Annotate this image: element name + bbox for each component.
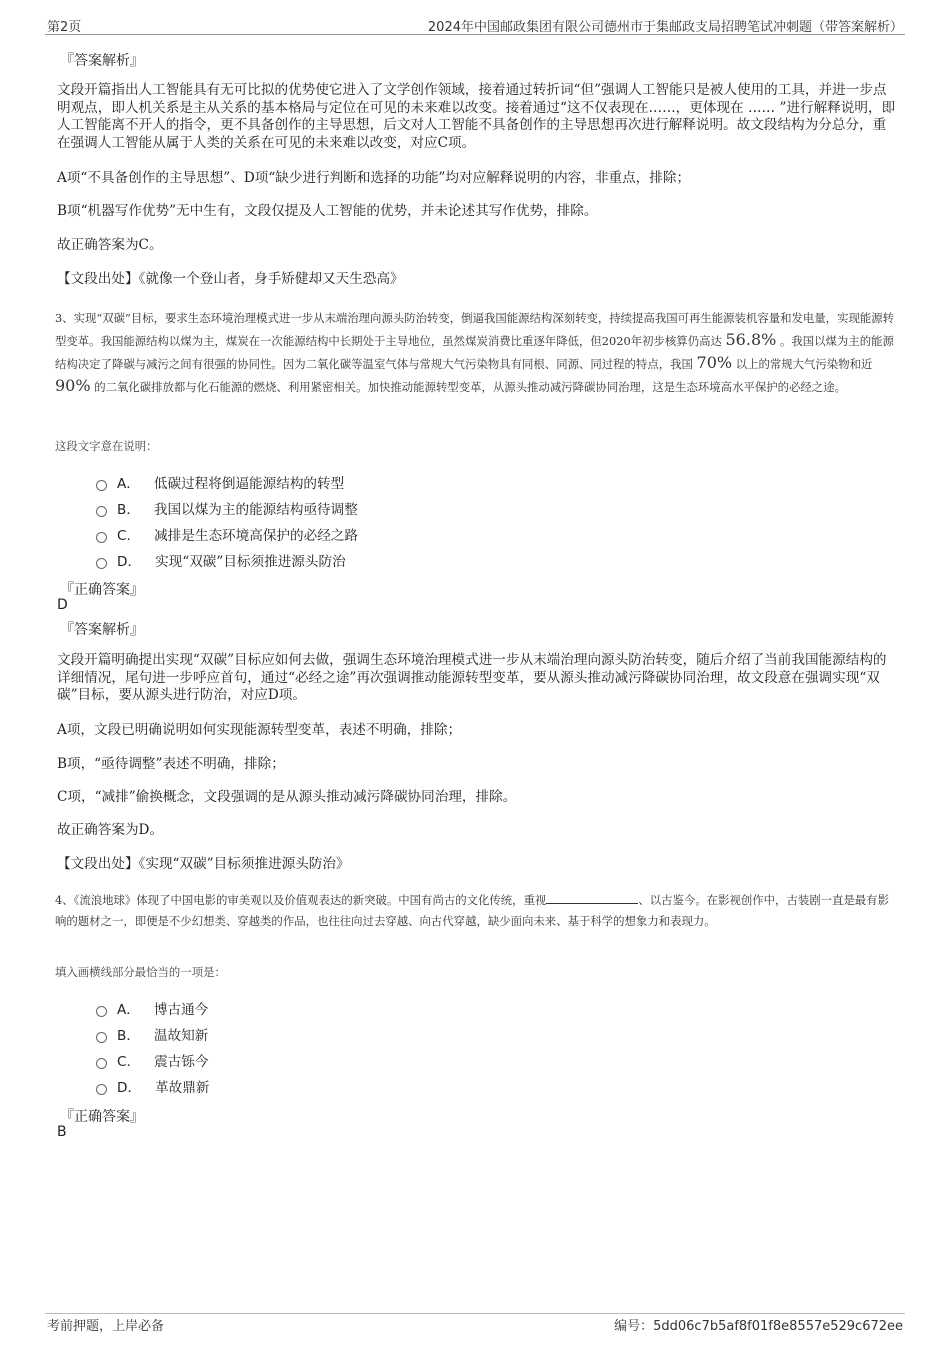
option-text: 震古铄今 xyxy=(154,1054,209,1070)
q2-analysis-label: 『答案解析』 xyxy=(60,53,144,69)
q3-stem-part-a: 3、实现“双碳”目标，要求生态环境治理模式进一步从末端治理向源头防治转变，倒逼我国能源结构深刻转变，持续提高我国可再生能源装机容量和发电量，实现能源转型变革。我国能源结构以煤为主，煤炭在一次能源结构中长期处于主导地位，虽然煤炭消费比重逐年降低，但2020年初步核算仍高达 xyxy=(55,311,895,348)
q3-source: 【文段出处】《实现“双碳”目标须推进源头防治》 xyxy=(57,856,350,872)
radio-icon[interactable] xyxy=(96,558,107,569)
footer-slogan: 考前押题，上岸必备 xyxy=(47,1319,165,1334)
option-key: D． xyxy=(117,1080,142,1096)
option-key: A． xyxy=(117,1002,140,1018)
q3-stem-part-c: 以上的常规大气污染物和近 xyxy=(735,357,873,371)
q2-source: 【文段出处】《就像一个登山者，身手矫健却又天生恐高》 xyxy=(57,271,404,287)
q3-prompt: 这段文字意在说明： xyxy=(55,439,158,453)
option-key: B． xyxy=(117,1028,140,1044)
page-number: 第2页 xyxy=(47,20,82,35)
option-key: A． xyxy=(117,476,140,492)
document-id: 编号：5dd06c7b5af8f01f8e8557e529c672ee xyxy=(614,1319,903,1334)
radio-icon[interactable] xyxy=(96,1006,107,1017)
document-title: 2024年中国邮政集团有限公司德州市于集邮政支局招聘笔试冲刺题（带答案解析） xyxy=(427,20,903,35)
q3-stem-part-b: 。我国以煤为主的能源结构决定了降碳与减污之间有很强的协同性。因为二氧化碳等温室气体与常规大气污染物具有同根、同源、同过程的特点，我国 xyxy=(55,334,894,371)
option-key: B． xyxy=(117,502,140,518)
q2-analysis-paragraph-3: B项“机器写作优势”无中生有，文段仅提及人工智能的优势，并未论述其写作优势，排除。 xyxy=(57,203,598,219)
q3-analysis-paragraph-3: B项，“亟待调整”表述不明确，排除； xyxy=(57,756,285,772)
q3-stem-part-d: 的二氧化碳排放都与化石能源的燃烧、利用紧密相关。加快推动能源转型变革，从源头推动减污降碳协同治理，这是生态环境高水平保护的必经之途。 xyxy=(94,380,846,394)
q4-option-c[interactable] xyxy=(96,1050,208,1070)
radio-icon[interactable] xyxy=(96,480,107,491)
q4-option-b[interactable] xyxy=(96,1024,208,1044)
q4-correct-answer: B xyxy=(57,1124,67,1140)
option-text: 减排是生态环境高保护的必经之路 xyxy=(154,528,358,544)
radio-icon[interactable] xyxy=(96,532,107,543)
q3-value-pollutants: 70% xyxy=(696,353,733,372)
option-key: C． xyxy=(117,1054,141,1070)
option-text: 低碳过程将倒逼能源结构的转型 xyxy=(153,476,345,492)
q3-value-coal-share: 56.8% xyxy=(725,330,777,349)
option-text: 我国以煤为主的能源结构亟待调整 xyxy=(153,502,358,518)
q3-analysis-label: 『答案解析』 xyxy=(60,622,144,638)
option-text: 博古通今 xyxy=(153,1002,209,1018)
q3-option-c[interactable] xyxy=(96,524,358,544)
q3-analysis-paragraph-5: 故正确答案为D。 xyxy=(57,822,164,838)
q4-option-d[interactable] xyxy=(96,1076,209,1096)
q4-stem-part-a: 4、《流浪地球》体现了中国电影的审美观以及价值观表达的新突破。中国有尚古的文化传统，重视 xyxy=(55,893,547,907)
q4-prompt: 填入画横线部分最恰当的一项是： xyxy=(55,965,226,979)
q4-stem xyxy=(55,890,900,932)
q3-option-d[interactable] xyxy=(96,550,346,570)
q3-value-co2: 90% xyxy=(55,376,91,395)
q2-analysis-paragraph-1: 文段开篇指出人工智能具有无可比拟的优势使它进入了文学创作领域，接着通过转折词“但”强调人工智能只是被人使用的工具，并进一步点明观点，即人机关系是主从关系的基本格局与定位在可见的未来难以改变。接着通过“这不仅表现在……，更体现在 …… ”进行解释说明，即人工智能离不开人的指令，更不具备创作的主导思想，后文对人工智能不具备创作的主导思想再次进行解释说明。故文段结构为分总分，重在强调人工智能从属于人类的关系在可见的未来难以改变，对应C项。 xyxy=(57,82,896,151)
q3-analysis-paragraph-2: A项，文段已明确说明如何实现能源转型变革，表述不明确，排除； xyxy=(57,722,462,738)
q3-option-a[interactable] xyxy=(96,472,344,492)
q4-stem-part-b: 、以古鉴今。在影视创作中，古装剧一直是最有影响的题材之一，即便是不少幻想类、穿越类的作品，也往往向过去穿越、向古代穿越，缺少面向未来、基于科学的想象力和表现力。 xyxy=(55,893,889,928)
q2-analysis-paragraph-2: A项“不具备创作的主导思想”、D项“缺少进行判断和选择的功能”均对应解释说明的内容，非重点，排除； xyxy=(57,170,691,186)
option-text: 革故鼎新 xyxy=(155,1080,210,1096)
page-footer xyxy=(45,1313,905,1334)
q3-analysis-paragraph-1: 文段开篇明确提出实现“双碳”目标应如何去做，强调生态环境治理模式进一步从末端治理向源头防治转变，随后介绍了当前我国能源结构的详细情况，尾句进一步呼应首句，通过“必经之途”再次强调推动能源转型变革，要从源头推动减污降碳协同治理，故文段意在强调实现“双碳”目标，要从源头进行防治，对应D项。 xyxy=(57,652,887,703)
q2-analysis-paragraph-4: 故正确答案为C。 xyxy=(57,237,163,253)
radio-icon[interactable] xyxy=(96,506,107,517)
q4-option-a[interactable] xyxy=(96,998,208,1018)
radio-icon[interactable] xyxy=(96,1058,107,1069)
q3-correct-label: 『正确答案』 xyxy=(60,582,144,598)
page-header xyxy=(45,14,905,35)
option-key: D． xyxy=(117,554,142,570)
radio-icon[interactable] xyxy=(96,1084,107,1095)
q3-correct-answer: D xyxy=(57,597,68,613)
fill-blank[interactable] xyxy=(546,892,638,904)
option-key: C． xyxy=(117,528,141,544)
q3-option-b[interactable] xyxy=(96,498,358,518)
q3-analysis-paragraph-4: C项，“减排”偷换概念，文段强调的是从源头推动减污降碳协同治理，排除。 xyxy=(57,789,517,805)
option-text: 实现“双碳”目标须推进源头防治 xyxy=(155,554,346,570)
radio-icon[interactable] xyxy=(96,1032,107,1043)
q4-correct-label: 『正确答案』 xyxy=(60,1109,144,1125)
q3-stem xyxy=(55,308,900,398)
option-text: 温故知新 xyxy=(153,1028,209,1044)
